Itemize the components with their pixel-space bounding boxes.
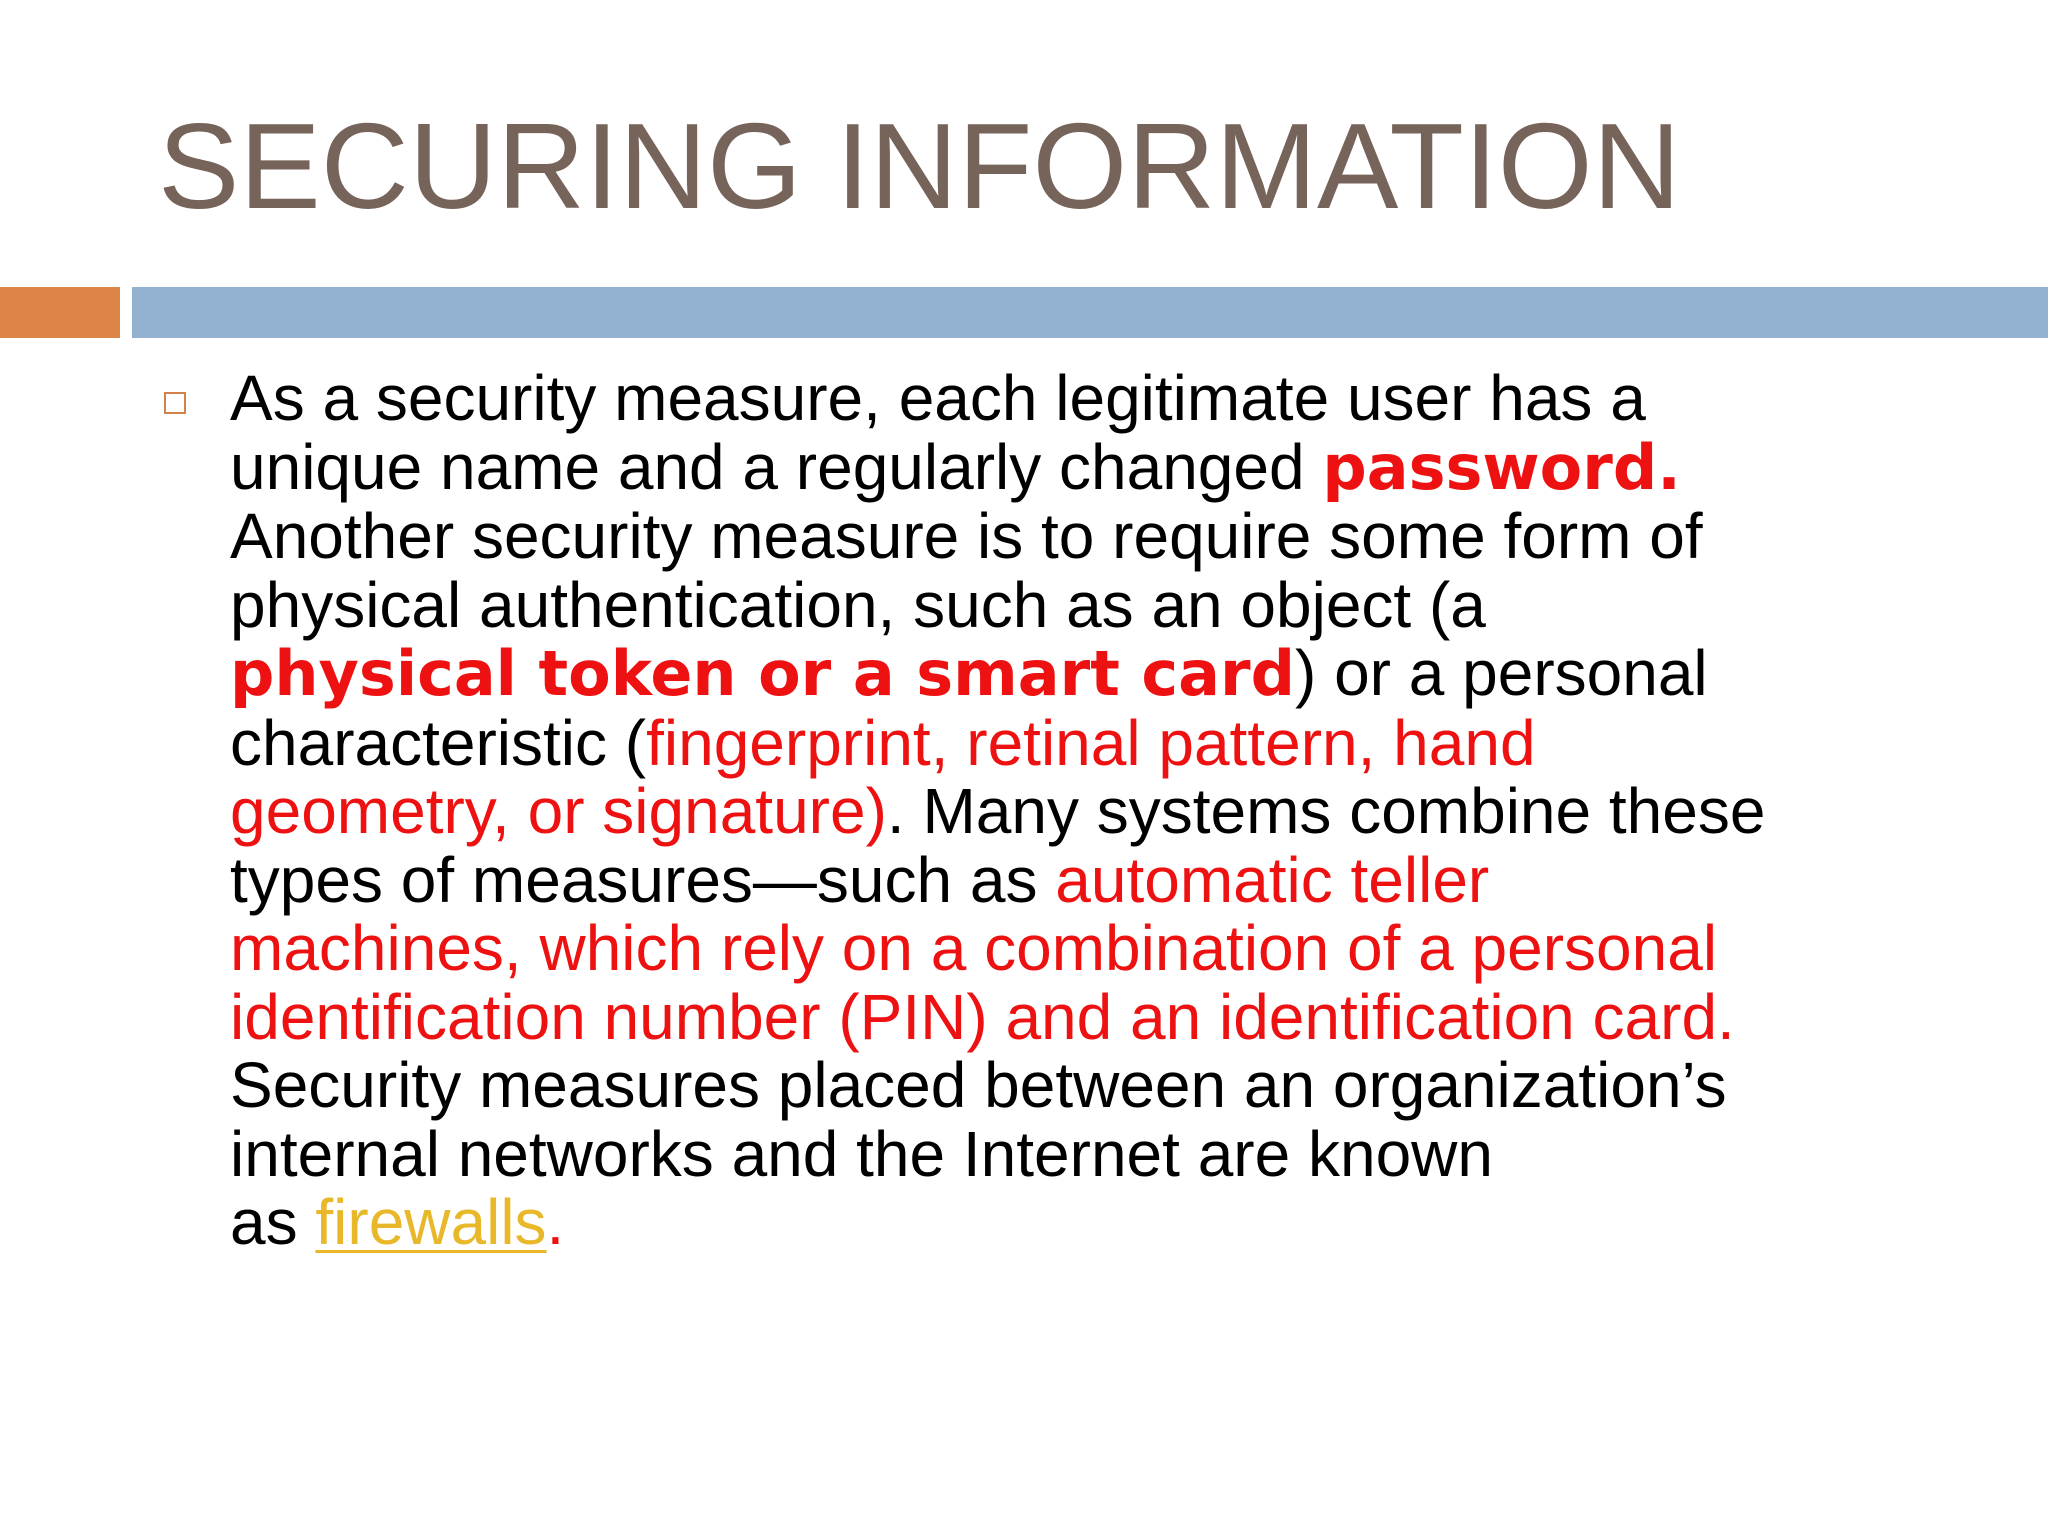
- text-run: types of measures—such as: [230, 843, 1056, 916]
- highlight-atm: identification number (PIN) and an identification card.: [230, 980, 1735, 1053]
- accent-bar-orange: [0, 287, 120, 338]
- text-line: [230, 1188, 1970, 1257]
- text-run: .: [546, 1186, 565, 1258]
- text-run: ) or a personal: [1294, 637, 1708, 709]
- text-run: internal networks and the Internet are known: [230, 1117, 1493, 1190]
- text-line: [230, 1117, 1970, 1190]
- highlight-atm: machines, which rely on a combination of a personal: [230, 912, 1718, 984]
- highlight-biometrics: fingerprint, retinal pattern, hand: [646, 706, 1536, 779]
- text-run: . Many systems combine these: [886, 775, 1766, 847]
- highlight-biometrics: geometry, or signature): [230, 775, 887, 847]
- accent-bar-blue: [132, 287, 2048, 338]
- text-line: [230, 1051, 1970, 1120]
- highlight-password: password.: [1322, 430, 1681, 504]
- text-run: Security measures placed between an organization’s: [230, 1049, 1727, 1121]
- firewalls-link[interactable]: firewalls: [315, 1186, 547, 1258]
- text-line: [230, 502, 1970, 571]
- text-run: Another security measure is to require some form of: [230, 500, 1703, 572]
- text-line: [230, 639, 1970, 709]
- text-line: [230, 914, 1970, 983]
- text-run: characteristic (: [230, 706, 647, 779]
- text-line: [230, 980, 1970, 1053]
- highlight-atm: automatic teller: [1055, 843, 1490, 916]
- text-run: physical authentication, such as an object (a: [230, 568, 1486, 641]
- text-line: [230, 706, 1970, 779]
- slide-title: SECURING INFORMATION: [158, 98, 1681, 234]
- hollow-square-bullet-icon: [164, 392, 186, 414]
- text-line: [230, 568, 1970, 641]
- text-line: [230, 364, 1970, 433]
- highlight-token-smart-card: physical token or a smart card: [230, 637, 1295, 710]
- text-run: as: [230, 1186, 316, 1258]
- text-run: As a security measure, each legitimate user has a: [230, 362, 1646, 434]
- text-line: [230, 843, 1970, 916]
- bullet-text: [230, 364, 1970, 1257]
- text-line: [230, 777, 1970, 846]
- text-line: [230, 430, 1970, 504]
- text-run: unique name and a regularly changed: [230, 430, 1323, 503]
